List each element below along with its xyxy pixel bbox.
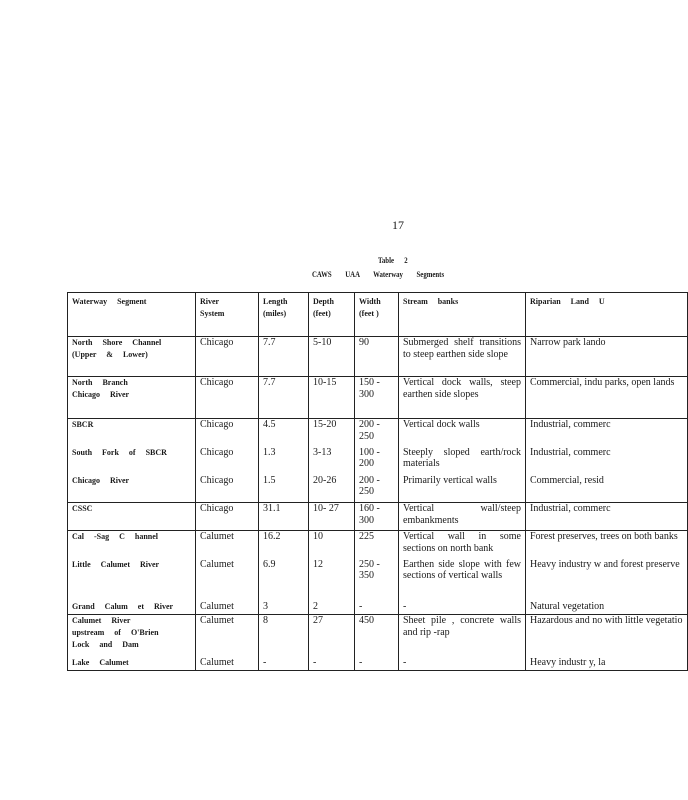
cell-land: Heavy industr y, la	[526, 657, 688, 671]
cell-segment	[68, 447, 196, 475]
cell-segment	[68, 559, 196, 601]
header-length: Length (miles)	[259, 293, 309, 337]
cell-width: 450	[355, 615, 399, 657]
cell-length: 6.9	[259, 559, 309, 601]
cell-system: Calumet	[196, 531, 259, 559]
cell-depth: 10	[309, 531, 355, 559]
cell-segment	[68, 419, 196, 447]
table-row	[68, 377, 688, 419]
cell-system: Chicago	[196, 447, 259, 475]
cell-segment	[68, 475, 196, 503]
cell-banks: Sheet pile , concrete walls and rip -rap	[399, 615, 526, 657]
cell-land: Hazardous and no with little vegetatio	[526, 615, 688, 657]
segment-name-line: North Branch	[72, 378, 128, 387]
cell-length: 3	[259, 601, 309, 615]
cell-length: 7.7	[259, 377, 309, 419]
cell-width: 90	[355, 337, 399, 377]
cell-depth: 2	[309, 601, 355, 615]
waterway-segments-table-container	[67, 292, 683, 677]
cell-land: Industrial, commerc	[526, 447, 688, 475]
cell-segment	[68, 503, 196, 531]
cell-segment	[68, 601, 196, 615]
cell-width: 200 - 250	[355, 419, 399, 447]
cell-land: Natural vegetation	[526, 601, 688, 615]
header-segment: Waterway Segment	[68, 293, 196, 337]
cell-system: Chicago	[196, 419, 259, 447]
cell-banks: Submerged shelf transitions to steep earthen side slope	[399, 337, 526, 377]
table-row	[68, 337, 688, 377]
cell-land: Commercial, resid	[526, 475, 688, 503]
segment-name-line: Lake Calumet	[72, 657, 129, 667]
segment-name-line: Lock and Dam	[72, 640, 139, 649]
cell-length: 31.1	[259, 503, 309, 531]
cell-length: 1.5	[259, 475, 309, 503]
cell-length: 16.2	[259, 531, 309, 559]
cell-system: Calumet	[196, 559, 259, 601]
table-row	[68, 559, 688, 601]
cell-segment	[68, 657, 196, 671]
cell-system: Chicago	[196, 475, 259, 503]
cell-width: 100 - 200	[355, 447, 399, 475]
cell-system: Chicago	[196, 377, 259, 419]
cell-segment	[68, 615, 196, 657]
cell-depth: 15-20	[309, 419, 355, 447]
cell-width: 225	[355, 531, 399, 559]
segment-name-line: South Fork of SBCR	[72, 447, 167, 457]
table-row	[68, 419, 688, 447]
cell-depth: 10-15	[309, 377, 355, 419]
cell-depth: 12	[309, 559, 355, 601]
cell-system: Chicago	[196, 337, 259, 377]
segment-name-line: CSSC	[72, 504, 93, 513]
cell-length: -	[259, 657, 309, 671]
header-depth: Depth (feet)	[309, 293, 355, 337]
cell-length: 8	[259, 615, 309, 657]
table-row	[68, 447, 688, 475]
table-row	[68, 601, 688, 615]
segment-name-line: upstream of O'Brien	[72, 628, 159, 637]
cell-system: Calumet	[196, 601, 259, 615]
cell-system: Calumet	[196, 657, 259, 671]
waterway-segments-table	[67, 292, 688, 671]
segment-name-line: SBCR	[72, 420, 94, 429]
cell-width: 200 - 250	[355, 475, 399, 503]
header-land: Riparian Land U	[526, 293, 688, 337]
cell-width: 150 - 300	[355, 377, 399, 419]
segment-name-line: Grand Calum et River	[72, 601, 174, 611]
cell-land: Forest preserves, trees on both banks	[526, 531, 688, 559]
cell-banks: Vertical dock walls	[399, 419, 526, 447]
cell-land: Industrial, commerc	[526, 419, 688, 447]
table-caption-title: Table 2	[378, 256, 408, 265]
table-row	[68, 657, 688, 671]
segment-name-line: Chicago River	[72, 475, 130, 485]
cell-depth: 5-10	[309, 337, 355, 377]
cell-width: -	[355, 657, 399, 671]
cell-system: Calumet	[196, 615, 259, 657]
cell-length: 4.5	[259, 419, 309, 447]
cell-banks: -	[399, 657, 526, 671]
cell-segment	[68, 531, 196, 559]
page-number: 17	[392, 218, 404, 232]
header-system: River System	[196, 293, 259, 337]
header-width: Width (feet )	[355, 293, 399, 337]
cell-depth: -	[309, 657, 355, 671]
cell-banks: Primarily vertical walls	[399, 475, 526, 503]
cell-land: Heavy industry w and forest preserve	[526, 559, 688, 601]
cell-banks: Earthen side slope with few sections of vertical walls	[399, 559, 526, 601]
table-row	[68, 531, 688, 559]
cell-width: 250 - 350	[355, 559, 399, 601]
cell-banks: Vertical dock walls, steep earthen side slopes	[399, 377, 526, 419]
cell-depth: 20-26	[309, 475, 355, 503]
cell-land: Commercial, indu parks, open lands	[526, 377, 688, 419]
cell-segment	[68, 337, 196, 377]
table-header-row	[68, 293, 688, 337]
table-row	[68, 475, 688, 503]
cell-banks: Vertical wall/steep embankments	[399, 503, 526, 531]
cell-width: -	[355, 601, 399, 615]
segment-name-line: North Shore Channel	[72, 338, 162, 347]
segment-name-line: (Upper & Lower)	[72, 350, 148, 359]
table-row	[68, 503, 688, 531]
cell-banks: -	[399, 601, 526, 615]
header-banks: Stream banks	[399, 293, 526, 337]
table-caption-subtitle: CAWS UAA Waterway Segments	[312, 270, 445, 279]
segment-name-line: Chicago River	[72, 390, 130, 399]
cell-length: 1.3	[259, 447, 309, 475]
cell-width: 160 - 300	[355, 503, 399, 531]
cell-system: Chicago	[196, 503, 259, 531]
cell-depth: 3-13	[309, 447, 355, 475]
cell-banks: Steeply sloped earth/rock materials	[399, 447, 526, 475]
cell-land: Industrial, commerc	[526, 503, 688, 531]
cell-depth: 27	[309, 615, 355, 657]
segment-name-line: Calumet River	[72, 616, 131, 625]
cell-segment	[68, 377, 196, 419]
cell-land: Narrow park lando	[526, 337, 688, 377]
cell-depth: 10- 27	[309, 503, 355, 531]
segment-name-line: Little Calumet River	[72, 559, 160, 569]
cell-length: 7.7	[259, 337, 309, 377]
cell-banks: Vertical wall in some sections on north bank	[399, 531, 526, 559]
table-row	[68, 615, 688, 657]
segment-name-line: Cal -Sag C hannel	[72, 532, 159, 541]
